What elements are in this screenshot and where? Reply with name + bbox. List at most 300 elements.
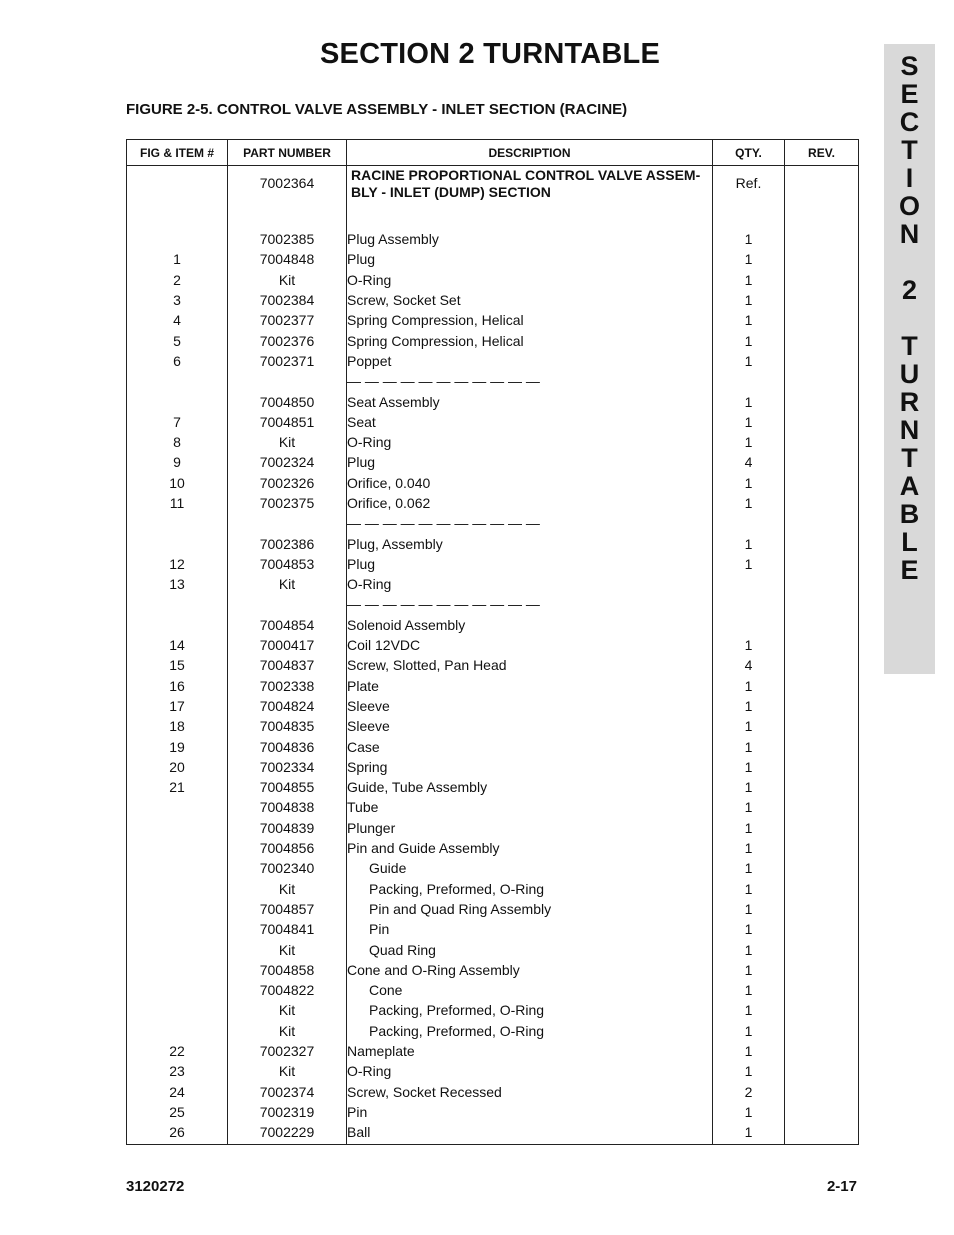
table-row [127, 980, 859, 1000]
cell-description: Cone and O-Ring Assembly [347, 960, 713, 980]
cell-fig: 26 [127, 1122, 228, 1145]
cell-rev [785, 1102, 859, 1122]
cell-part-number: 7004850 [228, 391, 347, 411]
table-row [127, 736, 859, 756]
cell-qty: 1 [713, 270, 785, 290]
cell-fig: 16 [127, 676, 228, 696]
cell-qty: 1 [713, 554, 785, 574]
cell-rev [785, 858, 859, 878]
cell-description: Poppet [347, 351, 713, 371]
cell-part-number: 7004853 [228, 554, 347, 574]
cell-description: Tube [347, 797, 713, 817]
side-tab-letter: E [900, 555, 919, 585]
cell-rev [785, 1061, 859, 1081]
cell-fig [127, 1000, 228, 1020]
cell-qty: 1 [713, 879, 785, 899]
cell-rev [785, 574, 859, 594]
cell-description: Screw, Socket Recessed [347, 1081, 713, 1101]
cell-part-number: Kit [228, 1000, 347, 1020]
cell-fig: 12 [127, 554, 228, 574]
cell-description: Pin [347, 1102, 713, 1122]
cell-part-number: Kit [228, 574, 347, 594]
side-tab-letter: E [900, 79, 919, 109]
cell-qty: 1 [713, 473, 785, 493]
figure-title: FIGURE 2-5. CONTROL VALVE ASSEMBLY - INLET SECTION (RACINE) [126, 101, 628, 118]
cell-part-number: 7002338 [228, 676, 347, 696]
cell-part-number: Kit [228, 270, 347, 290]
table-row [127, 655, 859, 675]
table-row [127, 676, 859, 696]
cell-qty: 4 [713, 452, 785, 472]
cell-qty: 1 [713, 676, 785, 696]
side-tab-letter: 2 [901, 275, 918, 305]
cell-qty: 1 [713, 939, 785, 959]
table-row [127, 1081, 859, 1101]
cell-rev [785, 676, 859, 696]
table-row [127, 554, 859, 574]
side-tab-letter: C [899, 107, 920, 137]
cell-part-number: 7002377 [228, 310, 347, 330]
cell-rev [785, 166, 859, 220]
cell-fig: 8 [127, 432, 228, 452]
cell-description: Plug [347, 452, 713, 472]
table-row [127, 432, 859, 452]
cell-part-number: 7004854 [228, 615, 347, 635]
cell-rev [785, 554, 859, 574]
cell-qty: 1 [713, 229, 785, 249]
assembly-row [127, 166, 859, 220]
cell-rev [785, 1122, 859, 1145]
cell-part-number: Kit [228, 879, 347, 899]
cell-rev [785, 310, 859, 330]
side-tab-letter: R [899, 387, 920, 417]
cell-part-number: 7004839 [228, 818, 347, 838]
cell-description: O-Ring [347, 432, 713, 452]
header-fig-item: FIG & ITEM # [127, 140, 228, 166]
cell-qty: Ref. [713, 166, 785, 220]
table-row [127, 716, 859, 736]
cell-qty: 1 [713, 858, 785, 878]
cell-rev [785, 939, 859, 959]
cell-part-number: 7004848 [228, 249, 347, 269]
cell-fig: 5 [127, 330, 228, 350]
table-row [127, 879, 859, 899]
cell-description: Seat Assembly [347, 391, 713, 411]
table-row [127, 351, 859, 371]
cell-part-number: 7004841 [228, 919, 347, 939]
cell-description: Seat [347, 412, 713, 432]
cell-part-number: Kit [228, 432, 347, 452]
section-side-tab [884, 44, 935, 674]
cell-description: Packing, Preformed, O-Ring [347, 1021, 713, 1041]
cell-rev [785, 716, 859, 736]
cell-rev [785, 696, 859, 716]
cell-fig [127, 980, 228, 1000]
document-number: 3120272 [126, 1178, 185, 1195]
cell-qty: 1 [713, 899, 785, 919]
table-row [127, 899, 859, 919]
cell-description: — — — — — — — — — — — [347, 513, 713, 533]
cell-fig [127, 899, 228, 919]
cell-description: O-Ring [347, 574, 713, 594]
cell-rev [785, 371, 859, 391]
cell-qty: 1 [713, 310, 785, 330]
cell-description: Pin and Guide Assembly [347, 838, 713, 858]
cell-description: Plug, Assembly [347, 533, 713, 553]
cell-description: Plug [347, 249, 713, 269]
cell-description: Plunger [347, 818, 713, 838]
cell-part-number: 7002334 [228, 757, 347, 777]
cell-qty: 1 [713, 533, 785, 553]
spacer-row [127, 219, 859, 229]
cell-qty: 1 [713, 330, 785, 350]
cell-rev [785, 452, 859, 472]
cell-qty: 1 [713, 818, 785, 838]
header-description: DESCRIPTION [347, 140, 713, 166]
cell-qty: 1 [713, 432, 785, 452]
cell-rev [785, 1000, 859, 1020]
cell-qty: 1 [713, 1061, 785, 1081]
side-tab-letter: T [901, 331, 918, 361]
side-tab-letter: O [898, 191, 920, 221]
cell-rev [785, 1041, 859, 1061]
cell-rev [785, 736, 859, 756]
cell-description: Pin [347, 919, 713, 939]
cell-fig [127, 594, 228, 614]
table-row [127, 757, 859, 777]
cell-qty [713, 574, 785, 594]
cell-fig: 19 [127, 736, 228, 756]
cell-rev [785, 249, 859, 269]
table-row [127, 473, 859, 493]
cell-description: Pin and Quad Ring Assembly [347, 899, 713, 919]
cell-qty: 1 [713, 980, 785, 1000]
cell-part-number: Kit [228, 1061, 347, 1081]
cell-part-number: 7002376 [228, 330, 347, 350]
table-row [127, 452, 859, 472]
cell-rev [785, 594, 859, 614]
cell-description: Orifice, 0.062 [347, 493, 713, 513]
cell-description: Sleeve [347, 716, 713, 736]
table-row [127, 838, 859, 858]
table-row [127, 1061, 859, 1081]
cell-description: Case [347, 736, 713, 756]
cell-part-number: Kit [228, 1021, 347, 1041]
cell-qty: 1 [713, 797, 785, 817]
cell-qty: 1 [713, 1041, 785, 1061]
cell-part-number: 7004856 [228, 838, 347, 858]
cell-qty: 1 [713, 351, 785, 371]
cell-qty: 1 [713, 716, 785, 736]
cell-qty [713, 371, 785, 391]
cell-description: RACINE PROPORTIONAL CONTROL VALVE ASSEM-BLY - INLET (DUMP) SECTION [347, 166, 713, 220]
cell-fig [127, 615, 228, 635]
cell-description: Screw, Socket Set [347, 290, 713, 310]
cell-rev [785, 351, 859, 371]
cell-fig: 24 [127, 1081, 228, 1101]
cell-qty: 1 [713, 960, 785, 980]
cell-fig: 1 [127, 249, 228, 269]
table-row [127, 533, 859, 553]
cell-part-number: 7004857 [228, 899, 347, 919]
side-tab-letter: U [899, 359, 920, 389]
cell-fig: 4 [127, 310, 228, 330]
cell-description: Quad Ring [347, 939, 713, 959]
section-title: SECTION 2 TURNTABLE [320, 38, 660, 70]
cell-qty: 1 [713, 736, 785, 756]
cell-part-number: Kit [228, 939, 347, 959]
table-row [127, 1021, 859, 1041]
cell-qty: 1 [713, 249, 785, 269]
cell-fig: 3 [127, 290, 228, 310]
cell-description: Orifice, 0.040 [347, 473, 713, 493]
cell-qty: 2 [713, 1081, 785, 1101]
cell-rev [785, 229, 859, 249]
cell-part-number: 7002375 [228, 493, 347, 513]
cell-rev [785, 270, 859, 290]
cell-qty: 1 [713, 290, 785, 310]
table-row [127, 1000, 859, 1020]
cell-fig: 20 [127, 757, 228, 777]
table-row [127, 574, 859, 594]
cell-qty: 1 [713, 635, 785, 655]
table-header-row [127, 140, 859, 166]
cell-fig [127, 919, 228, 939]
cell-rev [785, 1021, 859, 1041]
header-qty: QTY. [713, 140, 785, 166]
cell-qty: 1 [713, 1122, 785, 1145]
cell-part-number: 7002340 [228, 858, 347, 878]
cell-qty: 4 [713, 655, 785, 675]
cell-fig: 25 [127, 1102, 228, 1122]
cell-rev [785, 757, 859, 777]
cell-part-number: 7004855 [228, 777, 347, 797]
table-row [127, 290, 859, 310]
cell-fig [127, 879, 228, 899]
cell-rev [785, 818, 859, 838]
header-part-number: PART NUMBER [228, 140, 347, 166]
cell-fig [127, 391, 228, 411]
table-row [127, 960, 859, 980]
table-row [127, 615, 859, 635]
cell-description: Solenoid Assembly [347, 615, 713, 635]
cell-fig [127, 939, 228, 959]
side-tab-letter: N [899, 219, 920, 249]
cell-description: — — — — — — — — — — — [347, 594, 713, 614]
table-row [127, 371, 859, 391]
side-tab-letter: L [901, 527, 918, 557]
cell-qty: 1 [713, 493, 785, 513]
cell-description: Sleeve [347, 696, 713, 716]
side-tab-letter: S [900, 51, 919, 81]
cell-fig [127, 513, 228, 533]
cell-rev [785, 919, 859, 939]
table-row [127, 818, 859, 838]
cell-part-number: 7004824 [228, 696, 347, 716]
cell-description: Plug Assembly [347, 229, 713, 249]
cell-rev [785, 838, 859, 858]
cell-part-number [228, 371, 347, 391]
table-row [127, 330, 859, 350]
cell-part-number: 7004822 [228, 980, 347, 1000]
table-row [127, 1102, 859, 1122]
cell-fig: 10 [127, 473, 228, 493]
cell-description: Plate [347, 676, 713, 696]
header-rev: REV. [785, 140, 859, 166]
cell-description: Plug [347, 554, 713, 574]
cell-part-number: 7002384 [228, 290, 347, 310]
cell-part-number: 7002327 [228, 1041, 347, 1061]
cell-rev [785, 330, 859, 350]
cell-rev [785, 493, 859, 513]
cell-fig: 23 [127, 1061, 228, 1081]
cell-part-number: 7004851 [228, 412, 347, 432]
table-row [127, 229, 859, 249]
cell-description: Packing, Preformed, O-Ring [347, 1000, 713, 1020]
side-tab-letter: T [901, 443, 918, 473]
cell-part-number: 7000417 [228, 635, 347, 655]
table-row [127, 858, 859, 878]
cell-rev [785, 899, 859, 919]
cell-description: O-Ring [347, 1061, 713, 1081]
cell-fig: 13 [127, 574, 228, 594]
cell-fig [127, 818, 228, 838]
page-number: 2-17 [826, 1178, 857, 1195]
cell-fig: 22 [127, 1041, 228, 1061]
cell-qty: 1 [713, 1000, 785, 1020]
cell-description: Screw, Slotted, Pan Head [347, 655, 713, 675]
cell-rev [785, 391, 859, 411]
table-row [127, 939, 859, 959]
cell-fig [127, 858, 228, 878]
cell-description: Spring [347, 757, 713, 777]
cell-rev [785, 432, 859, 452]
cell-qty [713, 615, 785, 635]
cell-part-number: 7002364 [228, 166, 347, 220]
cell-description: — — — — — — — — — — — [347, 371, 713, 391]
cell-description: Spring Compression, Helical [347, 330, 713, 350]
cell-description: Guide, Tube Assembly [347, 777, 713, 797]
table-row [127, 310, 859, 330]
cell-description: Ball [347, 1122, 713, 1145]
cell-fig: 9 [127, 452, 228, 472]
cell-description: Spring Compression, Helical [347, 310, 713, 330]
table-row [127, 513, 859, 533]
table-row [127, 797, 859, 817]
cell-qty: 1 [713, 391, 785, 411]
side-tab-letter: N [899, 415, 920, 445]
cell-rev [785, 777, 859, 797]
cell-rev [785, 290, 859, 310]
table-row [127, 493, 859, 513]
table-row [127, 696, 859, 716]
cell-qty: 1 [713, 412, 785, 432]
cell-rev [785, 980, 859, 1000]
side-tab-letter: B [899, 499, 920, 529]
cell-part-number: 7002326 [228, 473, 347, 493]
table-row [127, 391, 859, 411]
cell-part-number: 7004858 [228, 960, 347, 980]
cell-fig: 17 [127, 696, 228, 716]
cell-qty: 1 [713, 1102, 785, 1122]
cell-fig: 7 [127, 412, 228, 432]
table-row [127, 919, 859, 939]
cell-fig [127, 838, 228, 858]
cell-part-number [228, 594, 347, 614]
table-row [127, 412, 859, 432]
side-tab-letter: T [901, 135, 918, 165]
cell-qty [713, 594, 785, 614]
cell-fig: 18 [127, 716, 228, 736]
cell-rev [785, 615, 859, 635]
table-row [127, 1122, 859, 1145]
cell-part-number: 7004837 [228, 655, 347, 675]
cell-part-number: 7002324 [228, 452, 347, 472]
table-row [127, 635, 859, 655]
cell-part-number: 7002319 [228, 1102, 347, 1122]
table-row [127, 777, 859, 797]
cell-fig: 15 [127, 655, 228, 675]
table-row [127, 594, 859, 614]
cell-fig [127, 960, 228, 980]
cell-rev [785, 412, 859, 432]
table-row [127, 1041, 859, 1061]
cell-part-number: 7002385 [228, 229, 347, 249]
side-tab-letter: I [905, 163, 914, 193]
cell-fig: 14 [127, 635, 228, 655]
cell-fig [127, 1021, 228, 1041]
cell-rev [785, 513, 859, 533]
cell-rev [785, 797, 859, 817]
cell-part-number: 7002229 [228, 1122, 347, 1145]
parts-table [126, 139, 859, 1145]
cell-fig [127, 797, 228, 817]
cell-part-number: 7004838 [228, 797, 347, 817]
table-row [127, 270, 859, 290]
cell-rev [785, 960, 859, 980]
cell-qty: 1 [713, 757, 785, 777]
cell-part-number: 7002371 [228, 351, 347, 371]
cell-fig [127, 229, 228, 249]
cell-qty: 1 [713, 696, 785, 716]
cell-part-number: 7002386 [228, 533, 347, 553]
cell-rev [785, 1081, 859, 1101]
cell-qty: 1 [713, 919, 785, 939]
cell-part-number: 7004836 [228, 736, 347, 756]
cell-fig [127, 166, 228, 220]
cell-fig: 6 [127, 351, 228, 371]
cell-part-number [228, 513, 347, 533]
cell-qty: 1 [713, 838, 785, 858]
cell-description: O-Ring [347, 270, 713, 290]
cell-description: Coil 12VDC [347, 635, 713, 655]
cell-fig: 21 [127, 777, 228, 797]
cell-fig: 2 [127, 270, 228, 290]
cell-rev [785, 473, 859, 493]
cell-part-number: 7002374 [228, 1081, 347, 1101]
cell-part-number: 7004835 [228, 716, 347, 736]
cell-rev [785, 533, 859, 553]
cell-rev [785, 879, 859, 899]
side-tab-letter: A [899, 471, 920, 501]
cell-description: Packing, Preformed, O-Ring [347, 879, 713, 899]
cell-rev [785, 635, 859, 655]
cell-description: Cone [347, 980, 713, 1000]
cell-qty: 1 [713, 1021, 785, 1041]
cell-fig [127, 533, 228, 553]
table-row [127, 249, 859, 269]
cell-fig: 11 [127, 493, 228, 513]
